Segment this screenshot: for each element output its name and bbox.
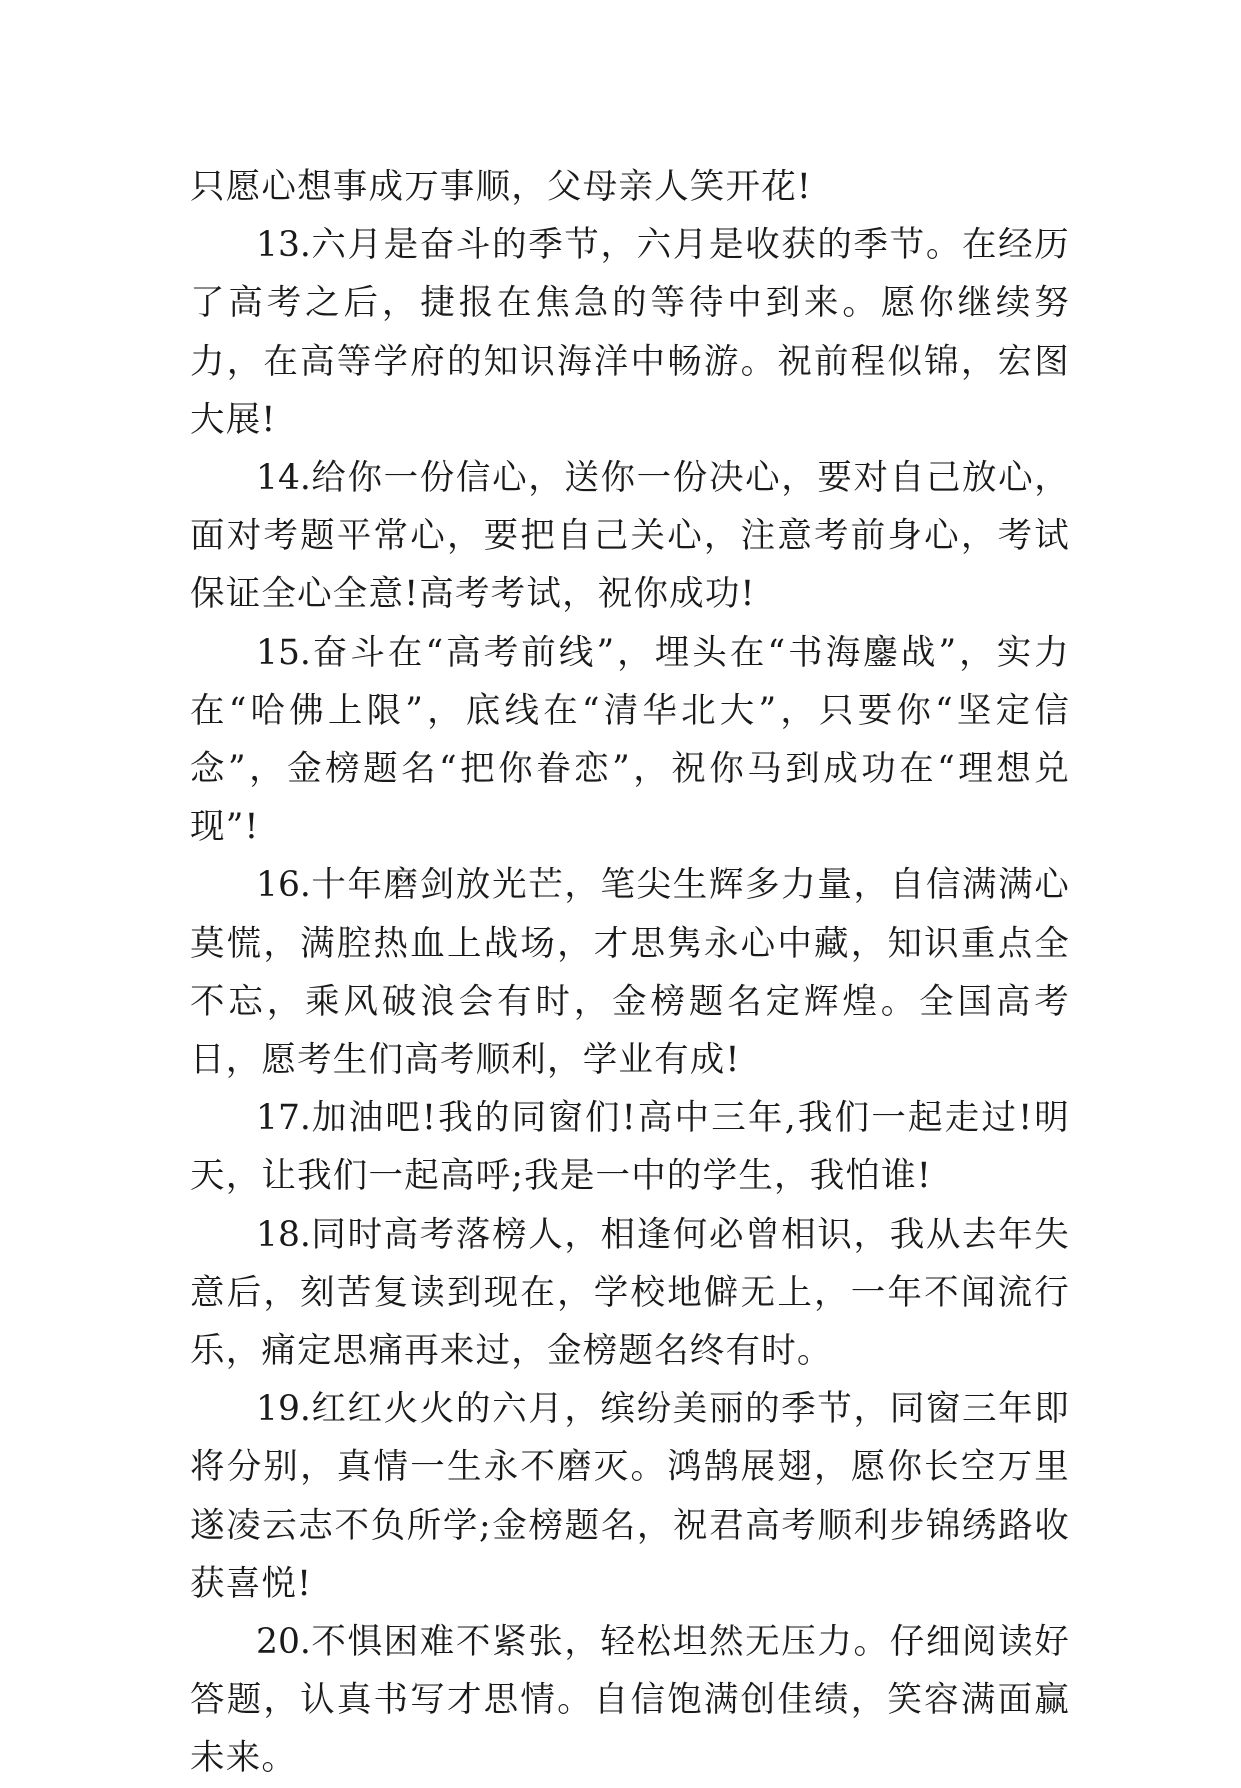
item-number: 20. bbox=[256, 1622, 311, 1663]
item-text: 加油吧!我的同窗们!高中三年,我们一起走过!明天，让我们一起高呼;我是一中的学生，我怕谁! bbox=[190, 1098, 1070, 1197]
list-item-13 bbox=[190, 216, 1070, 449]
item-number: 18. bbox=[256, 1214, 311, 1255]
item-number: 14. bbox=[256, 458, 311, 499]
paragraph-continuation bbox=[190, 158, 1070, 216]
list-item-18 bbox=[190, 1206, 1070, 1381]
item-text: 同时高考落榜人，相逢何必曾相识，我从去年失意后，刻苦复读到现在，学校地僻无上，一年不闻流行乐，痛定思痛再来过，金榜题名终有时。 bbox=[190, 1214, 1070, 1372]
item-number: 19. bbox=[256, 1389, 311, 1430]
item-text: 六月是奋斗的季节，六月是收获的季节。在经历了高考之后，捷报在焦急的等待中到来。愿你继续努力，在高等学府的知识海洋中畅游。祝前程似锦，宏图大展! bbox=[190, 225, 1070, 440]
paragraph-text: 只愿心想事成万事顺，父母亲人笑开花! bbox=[190, 167, 812, 207]
list-item-16 bbox=[190, 856, 1070, 1089]
item-text: 给你一份信心，送你一份决心，要对自己放心，面对考题平常心，要把自己关心，注意考前身心，考试保证全心全意!高考考试，祝你成功! bbox=[190, 458, 1070, 615]
list-item-19 bbox=[190, 1380, 1070, 1613]
item-text: 不惧困难不紧张，轻松坦然无压力。仔细阅读好答题，认真书写才思情。自信饱满创佳绩，笑容满面赢未来。 bbox=[190, 1622, 1070, 1779]
item-number: 16. bbox=[256, 865, 311, 906]
document-body bbox=[190, 158, 1070, 1788]
list-item-20 bbox=[190, 1613, 1070, 1788]
item-text: 十年磨剑放光芒，笔尖生辉多力量，自信满满心莫慌，满腔热血上战场，才思隽永心中藏，知识重点全不忘，乘风破浪会有时，金榜题名定辉煌。全国高考日，愿考生们高考顺利，学业有成! bbox=[190, 865, 1070, 1081]
item-text: 红红火火的六月，缤纷美丽的季节，同窗三年即将分别，真情一生永不磨灭。鸿鹄展翅，愿你长空万里遂凌云志不负所学;金榜题名，祝君高考顺利步锦绣路收获喜悦! bbox=[190, 1389, 1070, 1604]
item-number: 13. bbox=[256, 225, 311, 266]
item-number: 15. bbox=[256, 632, 311, 673]
item-text: 奋斗在“高考前线”，埋头在“书海鏖战”，实力在“哈佛上限”，底线在“清华北大”，只要你“坚定信念”，金榜题名“把你眷恋”，祝你马到成功在“理想兑现”! bbox=[190, 632, 1070, 848]
list-item-17 bbox=[190, 1089, 1070, 1205]
item-number: 17. bbox=[256, 1098, 311, 1139]
list-item-14 bbox=[190, 449, 1070, 624]
list-item-15 bbox=[190, 624, 1070, 857]
